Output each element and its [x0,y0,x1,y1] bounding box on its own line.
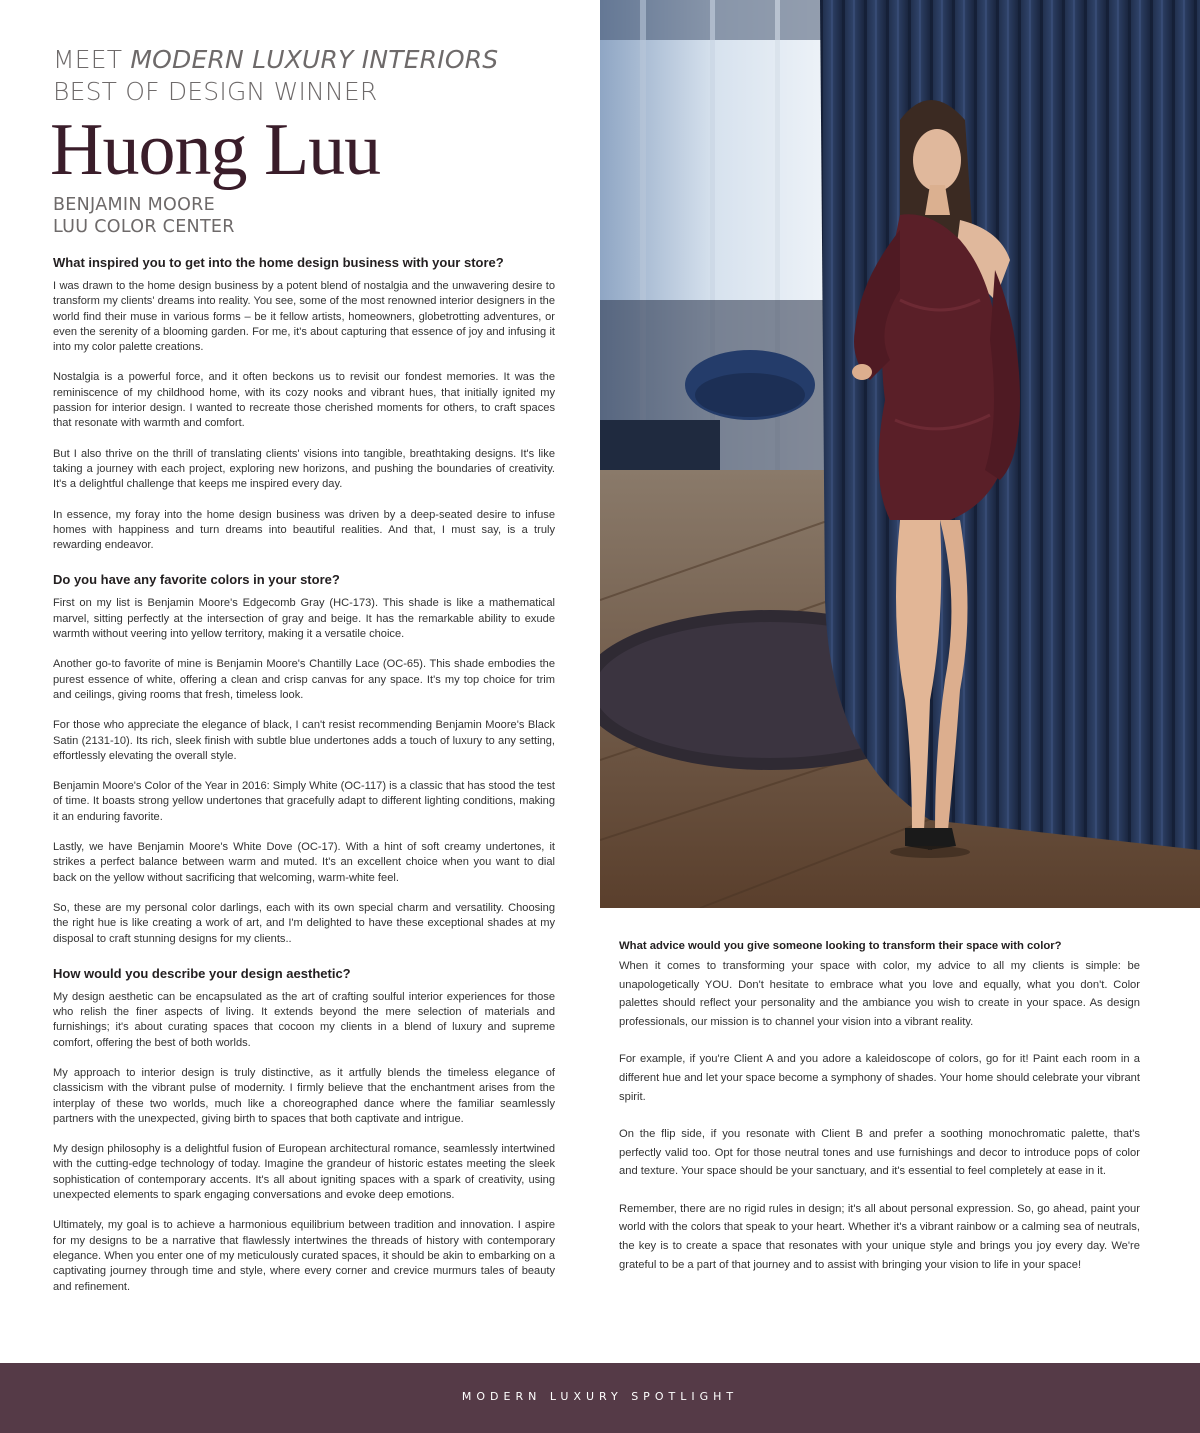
question-inspiration: What inspired you to get into the home design business with your store? [53,255,504,270]
answer-paragraph: In essence, my foray into the home design business was driven by a deep-seated desire to infuse homes with happiness and turn dreams into beautiful realities. And that, I must say, is a truly rewarding endeavor. [53,508,555,552]
question-design-aesthetic: How would you describe your design aesthetic? [53,965,351,981]
answer-paragraph: My design philosophy is a delightful fusion of European architectural romance, seamlessly intertwined with the cutting-edge technology of today. Imagine the grandeur of historic estates meeting the sleek sophistication of contemporary accents. It's all about igniting spaces with a spark of creativity, using unexpected elements to spark engaging conversations and evoke deep emotions. [53,1143,555,1202]
answer-paragraph: Nostalgia is a powerful force, and it often beckons us to revisit our fondest memories. It was the reminiscence of my childhood home, with its cozy nooks and vibrant hues, that initially ignited my passion for interior design. I wanted to recreate those cherished moments for others, to craft spaces that resonate with warmth and comfort. [53,371,555,430]
kicker-line-1 [53,44,555,76]
article-left-column [50,44,555,1295]
company-line-2: LUU COLOR CENTER [53,217,235,237]
answer-paragraph: When it comes to transforming your space with color, my advice to all my clients is simple: be unapologetically YOU. Don't hesitate to embrace what you love and equally, what you don't. Color palettes should reflect your personality and the ambiance you wish to create in your space. As design professionals, our mission is to channel your vision into a vibrant reality. [619,960,1140,1029]
answer-paragraph: For example, if you're Client A and you adore a kaleidoscope of colors, go for it! Paint each room in a different hue and let your space become a symphony of shades. Your home should celebrate your vibrant spirit. [619,1053,1140,1103]
portrait-illustration [600,0,1200,908]
answer-paragraph: Ultimately, my goal is to achieve a harmonious equilibrium between tradition and innovation. I aspire for my designs to be a narrative that flawlessly intertwines the threads of history with contemporary elegance. When you enter one of my meticulously curated spaces, it should be akin to embarking on a captivating journey through time and style, where every corner and crevice murmurs tales of beauty and refinement. [53,1219,555,1293]
answer-paragraph: First on my list is Benjamin Moore's Edgecomb Gray (HC-173). This shade is like a mathematical marvel, sitting perfectly at the intersection of gray and beige. It has the remarkable ability to exude warmth without veering into yellow territory, making it a versatile choice. [53,597,555,641]
answer-paragraph: My design aesthetic can be encapsulated as the art of crafting soulful interior experiences for those who relish the finer aspects of living. It extends beyond the mere selection of materials and furnishings; it's about curating spaces that cocoon my clients in a blend of luxury and supreme comfort, offering the best of both worlds. [53,990,555,1049]
kicker-publication: MODERN LUXURY INTERIORS [130,45,499,74]
article-right-column [619,939,1140,1293]
answer-paragraph: But I also thrive on the thrill of translating clients' visions into tangible, breathtaking designs. It's like taking a journey with each project, exploring new horizons, and pushing the boundaries of creativity. It's a delightful challenge that keeps me inspired every day. [53,447,555,491]
company-line-1: BENJAMIN MOORE [53,195,215,215]
answer-paragraph: My approach to interior design is truly distinctive, as it artfully blends the timeless elegance of classicism with the vibrant pulse of modernity. I firmly believe that the enchantment arises from the interplay of these two worlds, much like a choreographed dance where the familiar seamlessly partners with the unexpected, giving birth to spaces that both captivate and intrigue. [53,1066,555,1125]
portrait-photo [600,0,1200,908]
answer-paragraph: For those who appreciate the elegance of black, I can't resist recommending Benjamin Moore's Black Satin (2131-10). Its rich, sleek finish with subtle blue undertones adds a touch of luxury to any setting, effortlessly elevating the overall style. [53,719,555,762]
answer-paragraph: So, these are my personal color darlings, each with its own special charm and versatility. Choosing the right hue is like creating a work of art, and I'm delighted to have these exceptional shades at my disposal to craft stunning designs for my clients.. [53,901,555,945]
kicker-prefix: MEET [53,45,123,74]
answer-paragraph: On the flip side, if you resonate with Client B and prefer a soothing monochromatic palette, that's perfectly valid too. Opt for those neutral tones and use furnishings and decor to introduce pops of color and texture. Your space should be your sanctuary, and it's essential to feel completely at ease in it. [619,1127,1140,1178]
answer-paragraph: Remember, there are no rigid rules in design; it's all about personal expression. So, go ahead, paint your world with the colors that speak to your heart. Whether it's a vibrant rainbow or a calming sea of neutrals, the key is to create a space that resonates with your unique style and brings you joy every day. We're grateful to be a part of that journey and to assist with bringing your vision to life in your space! [619,1202,1140,1271]
answer-paragraph: Another go-to favorite of mine is Benjamin Moore's Chantilly Lace (OC-65). This shade embodies the purest essence of white, offering a clean and crisp canvas for any space. It's my top choice for trim and ceilings, giving rooms that fresh, timeless look. [53,658,555,701]
kicker-line-2: BEST OF DESIGN WINNER [53,77,378,106]
page-title: Huong Luu [50,109,381,191]
footer-label: MODERN LUXURY SPOTLIGHT [461,1389,739,1403]
question-color-advice: What advice would you give someone looking to transform their space with color? [619,940,1062,952]
question-favorite-colors: Do you have any favorite colors in your store? [53,572,340,588]
answer-paragraph: I was drawn to the home design business by a potent blend of nostalgia and the unwavering desire to transform my clients' dreams into reality. You see, some of the most renowned interior designers in the world find their muse in various forms – be it fellow artists, homeowners, globetrotting adventures, or even the serenity of a blooming garden. For me, it's about capturing that essence of joy and infusing it into my color palette creations. [53,280,555,354]
footer-banner [0,1363,1200,1433]
answer-paragraph: Lastly, we have Benjamin Moore's White Dove (OC-17). With a hint of soft creamy undertones, it strikes a perfect balance between warm and muted. It's an excellent choice when you want to dial back on the yellow without sacrificing that welcoming, warm-white feel. [53,841,555,884]
answer-paragraph: Benjamin Moore's Color of the Year in 2016: Simply White (OC-117) is a classic that has stood the test of time. It boasts strong yellow undertones that gracefully adapt to different lighting conditions, making it an enduring favorite. [53,780,555,823]
